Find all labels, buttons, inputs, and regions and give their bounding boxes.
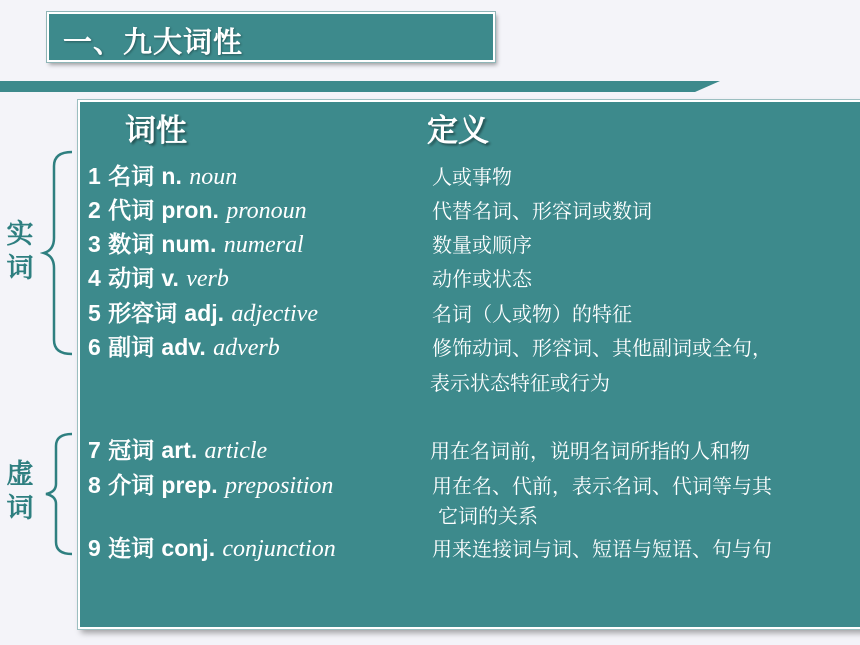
definition-text: 动作或状态	[432, 267, 532, 291]
pos-row: 1 名词 n. noun	[88, 163, 238, 190]
pos-row: 6 副词 adv. adverb	[88, 334, 280, 361]
definition-text: 用在名、代前，表示名词、代词等与其	[432, 474, 772, 498]
definition-text: 修饰动词、形容词、其他副词或全句，	[432, 336, 772, 360]
decor-stripe-1	[0, 81, 292, 92]
decor-stripe-2	[268, 81, 498, 92]
definition-text: 名词（人或物）的特征	[432, 302, 632, 326]
pos-row: 7 冠词 art. article	[88, 437, 268, 464]
pos-row: 3 数词 num. numeral	[88, 231, 304, 258]
pos-row: 8 介词 prep. preposition	[88, 472, 334, 499]
pos-row: 2 代词 pron. pronoun	[88, 197, 307, 224]
definition-text-continued: 它词的关系	[438, 504, 538, 528]
definition-text: 人或事物	[432, 165, 512, 189]
header-pos: 词性	[125, 113, 187, 149]
definition-text: 数量或顺序	[432, 233, 532, 257]
decor-stripe-3	[470, 81, 720, 92]
pos-row: 4 动词 v. verb	[88, 265, 229, 292]
group-label-function-words: 虚词	[6, 459, 34, 524]
pos-row: 5 形容词 adj. adjective	[88, 300, 318, 327]
group-label-content-words: 实词	[6, 219, 34, 284]
definition-text-continued: 表示状态特征或行为	[430, 371, 610, 395]
definition-text: 代替名词、形容词或数词	[432, 199, 652, 223]
definition-text: 用来连接词与词、短语与短语、句与句	[432, 537, 772, 561]
header-definition: 定义	[427, 113, 489, 149]
title-box	[47, 12, 495, 62]
brace-function-words	[40, 432, 80, 556]
brace-content-words	[40, 150, 80, 356]
definition-text: 用在名词前，说明名词所指的人和物	[430, 439, 750, 463]
slide-title: 一、九大词性	[63, 25, 244, 59]
pos-row: 9 连词 conj. conjunction	[88, 535, 336, 562]
